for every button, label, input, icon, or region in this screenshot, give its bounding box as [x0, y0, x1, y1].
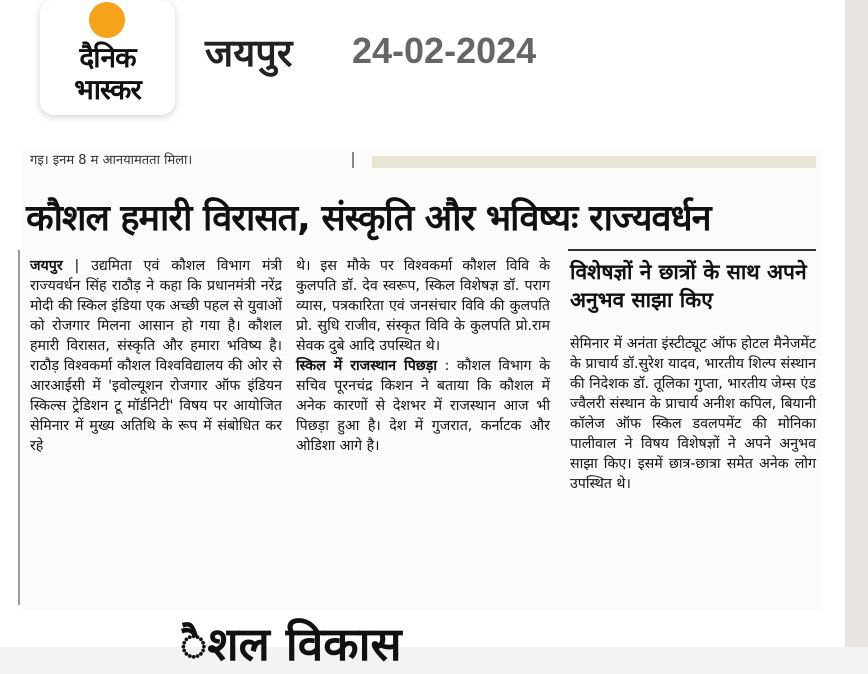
- sidebar-headline: विशेषज्ञों ने छात्रों के साथ अपने अनुभव साझा किए: [570, 260, 807, 312]
- background-strip: [845, 0, 868, 647]
- edition-city: जयपुर: [205, 31, 293, 75]
- dainik-bhaskar-logo: [40, 0, 175, 115]
- logo-text-line1: दैनिक: [79, 41, 136, 74]
- sidebar-text: सेमिनार में अनंता इंस्टीट्यूट ऑफ होटल मैनेजमेंट के प्राचार्य डॉ.सुरेश यादव, भारतीय शिल्प संस्थान की निदेशक डॉ. तूलिका गुप्ता, भारतीय जेम्स एंड ज्वैलरी संस्थान के प्राचार्य अनीश कपिल, बियानी कॉलेज ऑफ स्किल डवलपमेंट की मोनिका पालीवाल ने विषय विशेषज्ञों ने अपने अनुभव साझा किए। इसमें छात्र-छात्रा समेत अनेक लोग उपस्थित थे।: [570, 336, 816, 492]
- logo-text-line2: भास्कर: [74, 73, 141, 106]
- column-2-subhead: स्किल में राजस्थान पिछड़ा: [296, 358, 437, 374]
- left-border-rule: [18, 250, 20, 605]
- column-divider: [352, 152, 354, 168]
- dateline: जयपुर: [30, 258, 63, 274]
- sun-logo-icon: [89, 2, 125, 38]
- article-column-2: थे। इस मौके पर विश्वकर्मा कौशल विवि के कुलपति डॉ. देव स्वरूप, स्किल विशेषज्ञ डॉ. पराग व्यास, पत्रकारिता एवं जनसंचार विवि की कुलपति प्रो. सुधि राजीव, संस्कृत विवि के कुलपति प्रो.राम सेवक दुबे आदि उपस्थित थे। स्किल में राजस्थान पिछड़ा : कौशल विभाग के सचिव पूरनचंद्र किशन ने बताया कि कौशल में अनेक कारणों से देशभर में राजस्थान आज भी पिछड़ा हुआ है। देश में गुजरात, कर्नाटक और ओडिशा आगे है।: [296, 258, 550, 454]
- column-2-text-2: कौशल विभाग के सचिव पूरनचंद्र किशन ने बताया कि कौशल में अनेक कारणों से देशभर में राजस्थान आज भी पिछड़ा हुआ है। देश में गुजरात, कर्नाटक और ओडिशा आगे है।: [296, 358, 550, 454]
- article-headline: कौशल हमारी विरासत, संस्कृति और भविष्यः राज्यवर्धन: [26, 198, 711, 239]
- article-column-1: जयपुर | उद्यमिता एवं कौशल विभाग मंत्री राज्यवर्धन सिंह राठौड़ ने कहा कि प्रधानमंत्री नरेंद्र मोदी की स्किल इंडिया एक अच्छी पहल से युवाओं को रोजगार मिलना आसान हो गया है। कौशल हमारी विरासत, संस्कृति और हमारा भविष्य है। राठौड़ विश्वकर्मा कौशल विश्वविद्यालय की ओर से आरआईसी में 'इवोल्यूशन रोजगार ऑफ इंडियन स्किल्स ट्रेडिशन टू मॉर्डनिटी' विषय पर आयोजित सेमिनार में मुख्य अतिथि के रूप में संबोधित कर रहे: [30, 258, 282, 454]
- sidebar-top-rule: [568, 249, 816, 251]
- sidebar-column: [570, 334, 816, 494]
- shaded-bar: [372, 156, 816, 168]
- column-2-text: थे। इस मौके पर विश्वकर्मा कौशल विवि के कुलपति डॉ. देव स्वरूप, स्किल विशेषज्ञ डॉ. पराग व्यास, पत्रकारिता एवं जनसंचार विवि की कुलपति प्रो. सुधि राजीव, संस्कृत विवि के कुलपति प्रो.राम सेवक दुबे आदि उपस्थित थे।: [296, 258, 550, 354]
- partial-bottom-headline: ैशल विकास: [180, 617, 402, 671]
- cut-off-text-line: गइ। इनम 8 म आनयामतता मिला।: [30, 153, 193, 168]
- edition-date: 24-02-2024: [352, 30, 537, 71]
- column-1-text: उद्यमिता एवं कौशल विभाग मंत्री राज्यवर्धन सिंह राठौड़ ने कहा कि प्रधानमंत्री नरेंद्र मोदी की स्किल इंडिया एक अच्छी पहल से युवाओं को रोजगार मिलना आसान हो गया है। कौशल हमारी विरासत, संस्कृति और हमारा भविष्य है। राठौड़ विश्वकर्मा कौशल विश्वविद्यालय की ओर से आरआईसी में 'इवोल्यूशन रोजगार ऑफ इंडियन स्किल्स ट्रेडिशन टू मॉर्डनिटी' विषय पर आयोजित सेमिनार में मुख्य अतिथि के रूप में संबोधित कर रहे: [30, 258, 282, 454]
